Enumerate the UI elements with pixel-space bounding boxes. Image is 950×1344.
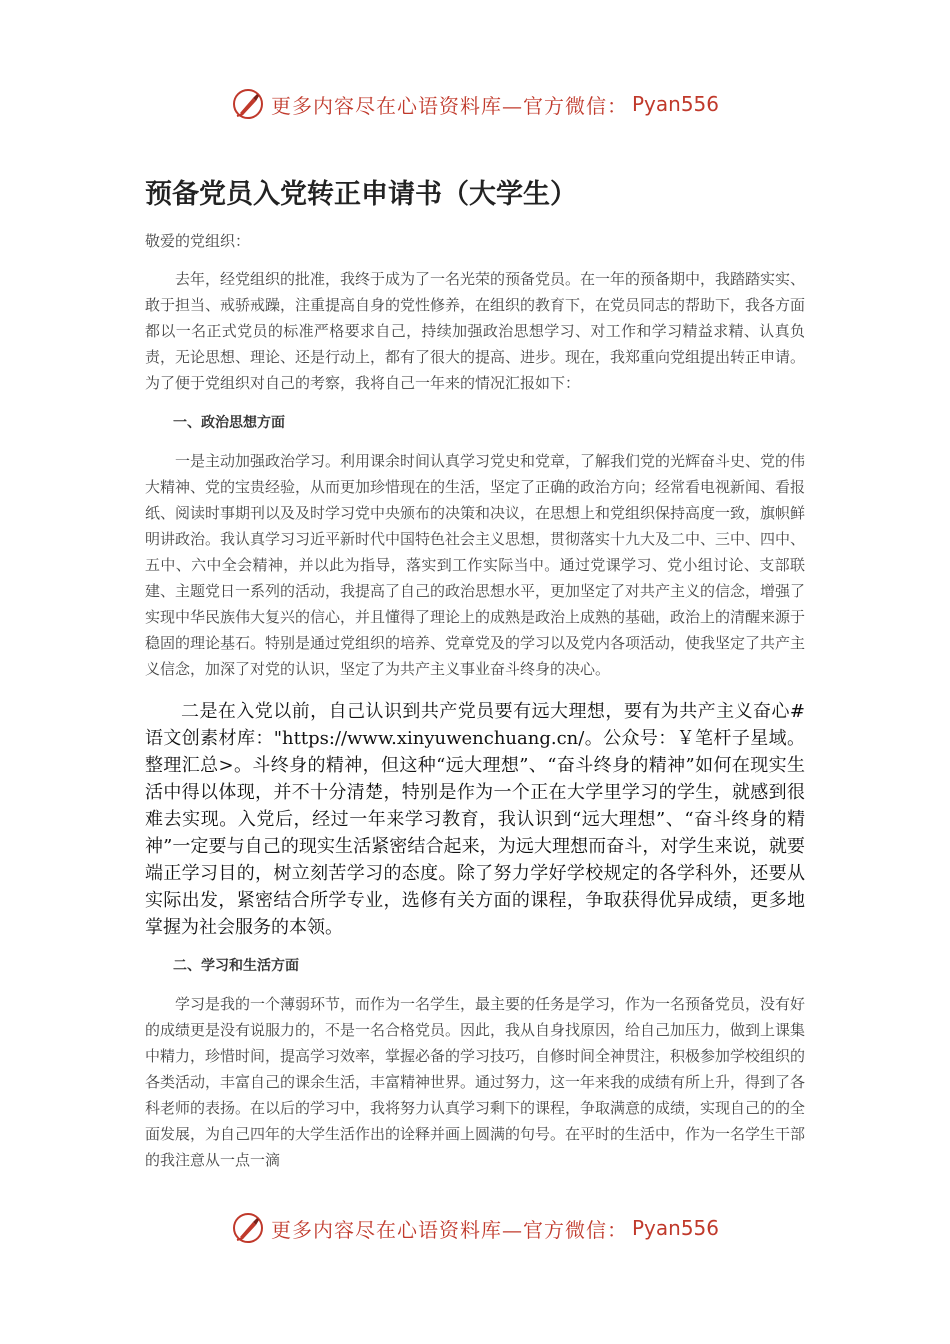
political-paragraph-1: 一是主动加强政治学习。利用课余时间认真学习党史和党章，了解我们党的光辉奋斗史、党的伟大精神、党的宝贵经验，从而更加珍惜现在的生活，坚定了正确的政治方向；经常看电视新闻、看报纸、阅读时事期刊以及及时学习党中央颁布的决策和决议，在思想上和党组织保持高度一致，旗帜鲜明讲政治。我认真学习习近平新时代中国特色社会主义思想，贯彻落实十九大及二中、三中、四中、五中、六中全会精神，并以此为指导，落实到工作实际当中。通过党课学习、党小组讨论、支部联建、主题党日一系列的活动，我提高了自己的政治思想水平，更加坚定了对共产主义的信念，增强了实现中华民族伟大复兴的信心，并且懂得了理论上的成熟是政治上成熟的基础，政治上的清醒来源于稳固的理论基石。特别是通过党组织的培养、党章党及的学习以及党内各项活动，使我坚定了共产主义信念，加深了对党的认识，坚定了为共产主义事业奋斗终身的决心。 [145,452,806,678]
footer-watermark-banner [0,1208,950,1248]
intro-paragraph: 去年，经党组织的批准，我终于成为了一名光荣的预备党员。在一年的预备期中，我踏踏实实、敢于担当、戒骄戒躁，注重提高自身的党性修养，在组织的教育下，在党员同志的帮助下，我各方面都以一名正式党员的标准严格要求自己，持续加强政治思想学习、对工作和学习精益求精、认真负责，无论思想、理论、还是行动上，都有了很大的提高、进步。现在，我郑重向党组提出转正申请。为了便于党组织对自己的考察，我将自己一年来的情况汇报如下： [145,270,806,392]
pen-logo-icon [231,1211,265,1245]
salutation: 敬爱的党组织： [145,232,251,250]
banner-wechat-id: Pyan556 [631,1216,719,1240]
section-heading-political: 一、政治思想方面 [173,415,285,431]
header-watermark-banner [0,84,950,124]
banner-text: 更多内容尽在心语资料库—官方微信： [270,93,628,118]
document-title: 预备党员入党转正申请书（大学生） [145,179,577,210]
document-body [145,228,805,1189]
banner-wechat-id: Pyan556 [631,92,719,116]
section-heading-study: 二、学习和生活方面 [173,958,299,974]
political-paragraph-2: 二是在入党以前，自己认识到共产党员要有远大理想，要有为共产主义奋心#语文创素材库："https://www.xinyuwenchuang.cn/。公众号：￥笔杆子星域。整理汇总>。斗终身的精神，但这种“远大理想”、“奋斗终身的精神”如何在现实生活中得以体现，并不十分清楚，特别是作为一个正在大学里学习的学生，就感到很难去实现。入党后，经过一年来学习教育，我认识到“远大理想”、“奋斗终身的精神”一定要与自己的现实生活紧密结合起来，为远大理想而奋斗，对学生来说，就要端正学习目的，树立刻苦学习的态度。除了努力学好学校规定的各学科外，还要从实际出发，紧密结合所学专业，选修有关方面的课程，争取获得优异成绩，更多地掌握为社会服务的本领。 [145,701,805,938]
pen-logo-icon [231,87,265,121]
banner-text: 更多内容尽在心语资料库—官方微信： [270,1217,628,1242]
study-paragraph-1: 学习是我的一个薄弱环节，而作为一名学生，最主要的任务是学习，作为一名预备党员，没有好的成绩更是没有说服力的，不是一名合格党员。因此，我从自身找原因，给自己加压力，做到上课集中精力，珍惜时间，提高学习效率，掌握必备的学习技巧，自修时间全神贯注，积极参加学校组织的各类活动，丰富自己的课余生活，丰富精神世界。通过努力，这一年来我的成绩有所上升，得到了各科老师的表扬。在以后的学习中，我将努力认真学习剩下的课程，争取满意的成绩，实现自己的的全面发展，为自己四年的大学生活作出的诠释并画上圆满的句号。在平时的生活中，作为一名学生干部的我注意从一点一滴 [145,995,806,1169]
